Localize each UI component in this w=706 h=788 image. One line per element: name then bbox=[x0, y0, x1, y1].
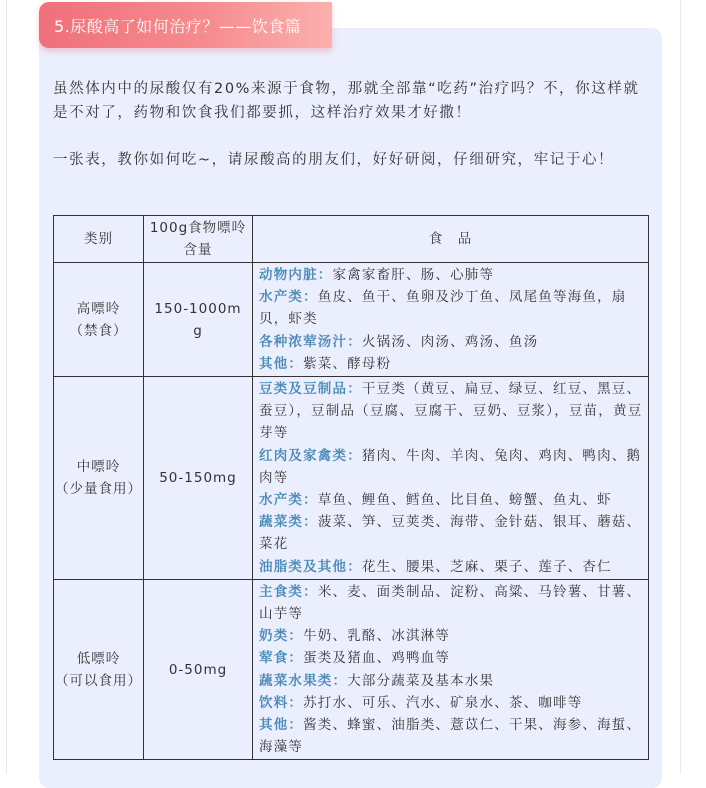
category-label: 高嘌呤 bbox=[76, 300, 121, 317]
table-intro-paragraph: 一张表，教你如何吃~，请尿酸高的朋友们，好好研阅，仔细研究，牢记于心！ bbox=[53, 152, 615, 168]
food-group-items: 酱类、蜂蜜、油脂类、薏苡仁、干果、海参、海蜇、海藻等 bbox=[259, 717, 642, 756]
food-group-label: 水产类： bbox=[259, 289, 318, 306]
food-group-item bbox=[259, 647, 643, 669]
food-group-items: 菠菜、笋、豆荚类、海带、金针菇、银耳、蘑菇、菜花 bbox=[259, 514, 642, 553]
food-group-items: 蛋类及猪血、鸡鸭血等 bbox=[303, 650, 451, 667]
foods-cell bbox=[253, 377, 649, 580]
purine-food-table bbox=[53, 215, 649, 760]
food-group-items: 紫菜、酵母粉 bbox=[303, 355, 392, 372]
food-group-items: 苏打水、可乐、汽水、矿泉水、茶、咖啡等 bbox=[303, 694, 583, 711]
food-group-label: 各种浓荤汤汁： bbox=[259, 333, 362, 350]
category-note: （少量食用） bbox=[55, 480, 142, 497]
food-group-item bbox=[259, 286, 643, 330]
food-group-item bbox=[259, 714, 643, 758]
food-group-items: 干豆类（黄豆、扁豆、绿豆、红豆、黑豆、蚕豆），豆制品（豆腐、豆腐干、豆奶、豆浆），豆苗，黄豆芽等 bbox=[259, 381, 643, 442]
food-group-label: 油脂类及其他： bbox=[259, 558, 362, 575]
food-group-item bbox=[259, 556, 643, 578]
category-cell bbox=[54, 263, 144, 377]
food-group-label: 荤食： bbox=[259, 650, 304, 667]
category-label: 低嘌呤 bbox=[76, 650, 121, 667]
food-group-item bbox=[259, 264, 643, 286]
food-group-label: 其他： bbox=[259, 717, 304, 734]
food-group-label: 红肉及家禽类： bbox=[259, 447, 362, 464]
foods-cell bbox=[253, 263, 649, 377]
food-group-item bbox=[259, 625, 643, 647]
category-cell bbox=[54, 377, 144, 580]
food-group-items: 鱼皮、鱼干、鱼卵及沙丁鱼、凤尾鱼等海鱼，扇贝，虾类 bbox=[259, 289, 627, 328]
food-group-items: 猪肉、牛肉、羊肉、兔肉、鸡肉、鸭肉、鹅肉等 bbox=[259, 447, 642, 486]
food-group-label: 奶类： bbox=[259, 628, 304, 645]
header-foods: 食 品 bbox=[253, 216, 649, 263]
purine-amount-cell: 0-50mg bbox=[144, 579, 253, 760]
foods-cell bbox=[253, 579, 649, 760]
food-group-items: 草鱼、鲤鱼、鳕鱼、比目鱼、螃蟹、鱼丸、虾 bbox=[317, 492, 612, 509]
section-title-text: 5.尿酸高了如何治疗？——饮食篇 bbox=[54, 16, 302, 36]
food-group-items: 花生、腰果、芝麻、栗子、莲子、杏仁 bbox=[361, 558, 612, 575]
food-group-label: 豆类及豆制品： bbox=[259, 381, 362, 398]
food-group-item bbox=[259, 670, 643, 692]
food-group-item bbox=[259, 445, 643, 489]
food-group-items: 米、麦、面类制品、淀粉、高粱、马铃薯、甘薯、山芋等 bbox=[259, 583, 642, 623]
purine-amount-cell: 50-150mg bbox=[144, 377, 253, 580]
food-group-label: 蔬菜水果类： bbox=[259, 672, 348, 689]
category-note: （禁食） bbox=[69, 322, 128, 339]
food-group-item bbox=[259, 331, 643, 353]
low-purine-row bbox=[54, 579, 649, 760]
food-group-item bbox=[259, 581, 643, 625]
food-group-item bbox=[259, 378, 643, 445]
purine-amount-cell: 150-1000mg bbox=[144, 263, 253, 377]
category-label: 中嘌呤 bbox=[76, 458, 121, 475]
food-group-label: 动物内脏： bbox=[259, 267, 333, 283]
food-group-items: 火锅汤、肉汤、鸡汤、鱼汤 bbox=[361, 333, 539, 350]
food-group-item bbox=[259, 692, 643, 714]
high-purine-row bbox=[54, 263, 649, 377]
table-header-row bbox=[54, 216, 649, 263]
category-note: （可以食用） bbox=[55, 672, 142, 689]
food-group-label: 主食类： bbox=[259, 583, 318, 600]
food-group-item bbox=[259, 353, 643, 375]
food-group-label: 蔬菜类： bbox=[259, 514, 318, 531]
intro-paragraph: 虽然体内中的尿酸仅有20%来源于食物，那就全部靠“吃药”治疗吗？不，你这样就是不对了，药物和饮食我们都要抓，这样治疗效果才好撒！ bbox=[53, 81, 640, 121]
food-group-item bbox=[259, 489, 643, 511]
food-group-item bbox=[259, 511, 643, 555]
food-group-items: 牛奶、乳酪、冰淇淋等 bbox=[303, 628, 451, 645]
header-category: 类别 bbox=[54, 216, 144, 263]
food-group-label: 饮料： bbox=[259, 694, 304, 711]
header-purine-amount: 100g食物嘌呤含量 bbox=[144, 216, 253, 263]
left-edge-line bbox=[6, 0, 7, 774]
category-cell bbox=[54, 579, 144, 760]
food-group-label: 水产类： bbox=[259, 492, 318, 509]
food-group-label: 其他： bbox=[259, 355, 304, 372]
medium-purine-row bbox=[54, 377, 649, 580]
right-edge-line bbox=[680, 0, 681, 774]
food-group-items: 家禽家畜肝、肠、心肺等 bbox=[332, 267, 495, 283]
food-group-items: 大部分蔬菜及基本水果 bbox=[347, 672, 495, 689]
section-title bbox=[39, 2, 332, 48]
